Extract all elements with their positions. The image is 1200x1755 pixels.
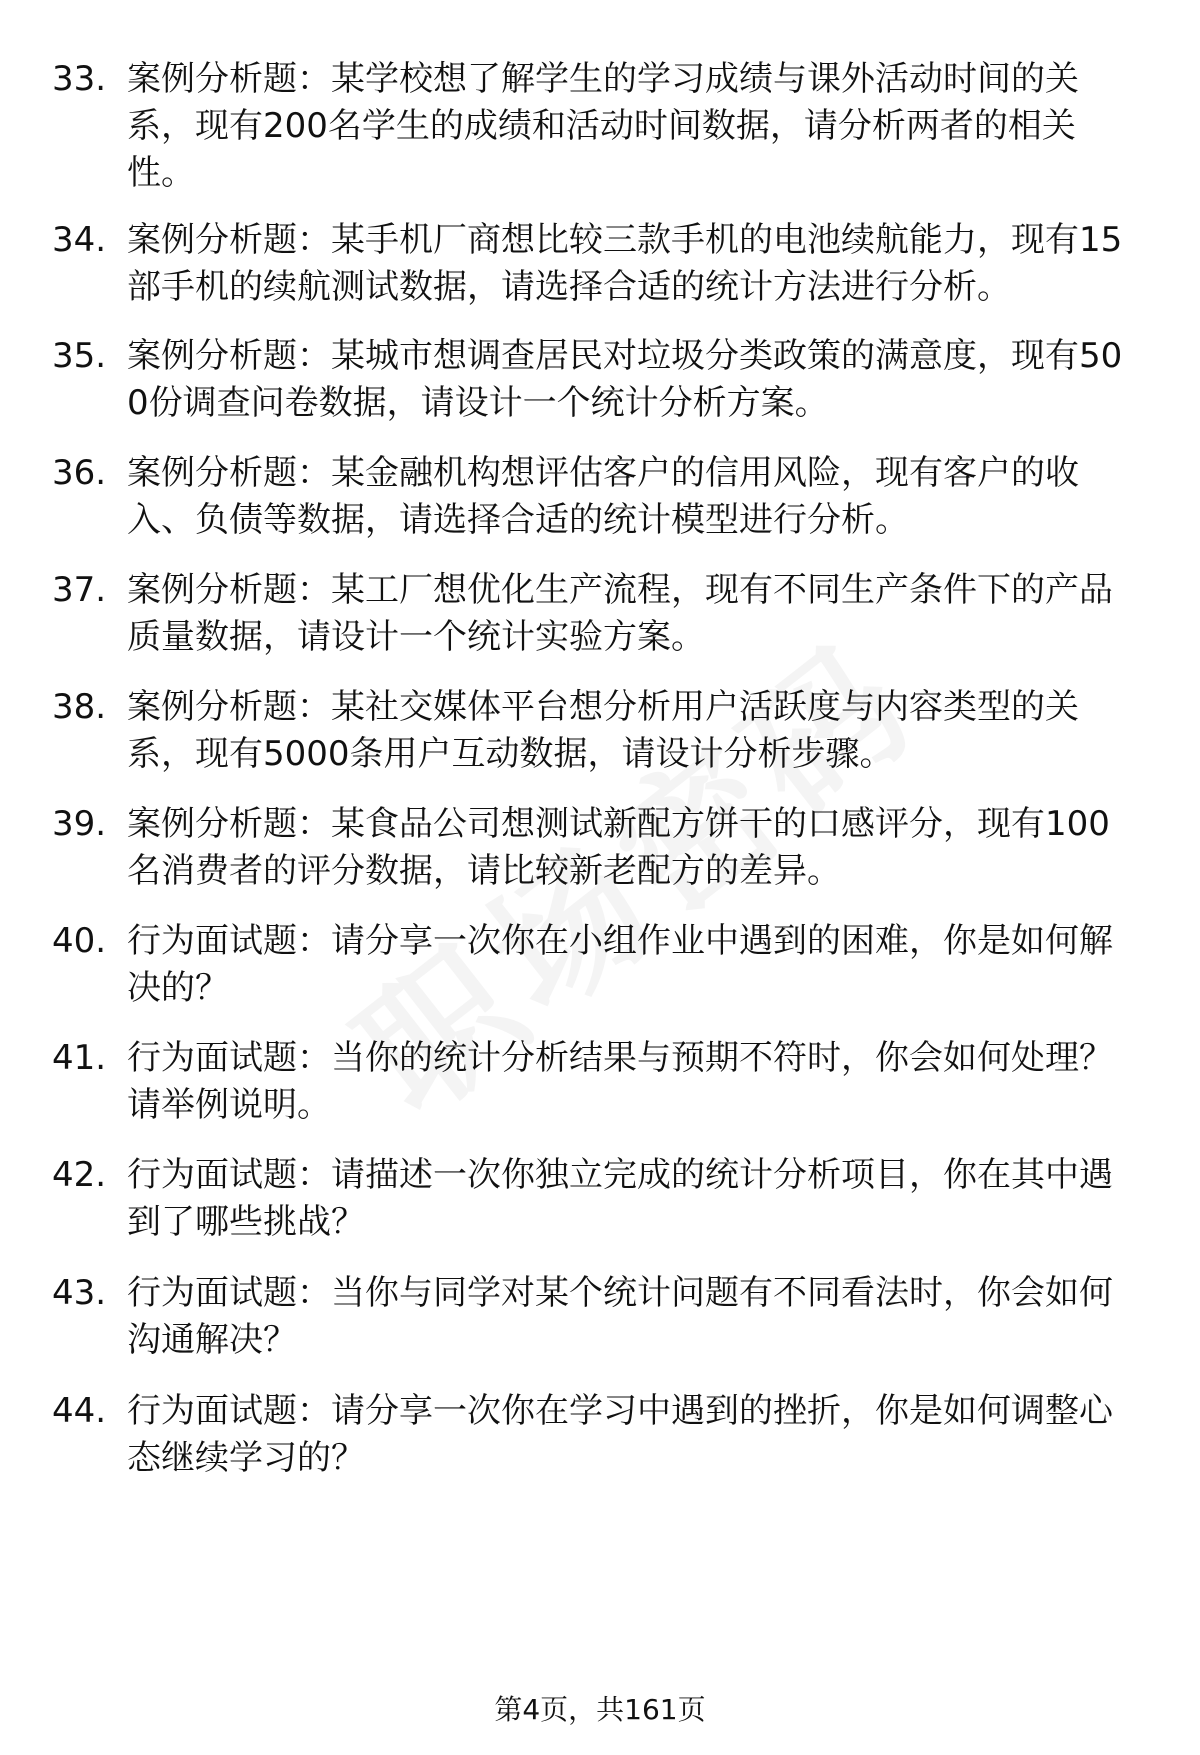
question-item [52,1152,1142,1246]
question-item [52,1035,1142,1129]
question-text: 案例分析题：某城市想调查居民对垃圾分类政策的满意度，现有500份调查问卷数据，请设计一个统计分析方案。 [127,336,1123,423]
question-number: 42. [52,1155,107,1195]
question-text: 案例分析题：某手机厂商想比较三款手机的电池续航能力，现有15部手机的续航测试数据，请选择合适的统计方法进行分析。 [127,220,1123,307]
question-text: 案例分析题：某工厂想优化生产流程，现有不同生产条件下的产品质量数据，请设计一个统计实验方案。 [127,570,1113,657]
question-number: 37. [52,570,107,610]
question-number: 39. [52,804,107,844]
question-number: 40. [52,921,107,961]
question-text: 案例分析题：某金融机构想评估客户的信用风险，现有客户的收入、负债等数据，请选择合适的统计模型进行分析。 [127,453,1079,540]
question-text: 案例分析题：某食品公司想测试新配方饼干的口感评分，现有100名消费者的评分数据，请比较新老配方的差异。 [127,804,1110,891]
question-number: 44. [52,1391,107,1431]
question-item [52,684,1142,778]
question-item [52,56,1142,197]
question-text: 案例分析题：某学校想了解学生的学习成绩与课外活动时间的关系，现有200名学生的成绩和活动时间数据，请分析两者的相关性。 [127,59,1079,193]
question-item [52,567,1142,661]
question-item [52,217,1142,311]
question-number: 36. [52,453,107,493]
question-text: 行为面试题：当你的统计分析结果与预期不符时，你会如何处理？请举例说明。 [127,1038,1113,1125]
question-number: 38. [52,687,107,727]
question-number: 43. [52,1273,107,1313]
question-text: 案例分析题：某社交媒体平台想分析用户活跃度与内容类型的关系，现有5000条用户互动数据，请设计分析步骤。 [127,687,1079,774]
question-number: 34. [52,220,107,260]
question-text: 行为面试题：请分享一次你在学习中遇到的挫折，你是如何调整心态继续学习的？ [127,1391,1113,1478]
question-item [52,801,1142,895]
question-number: 33. [52,59,107,99]
question-item [52,450,1142,544]
question-item [52,1270,1142,1364]
question-item [52,1388,1142,1482]
question-text: 行为面试题：请分享一次你在小组作业中遇到的困难，你是如何解决的？ [127,921,1113,1008]
question-text: 行为面试题：请描述一次你独立完成的统计分析项目，你在其中遇到了哪些挑战？ [127,1155,1113,1242]
question-item [52,333,1142,427]
question-item [52,918,1142,1012]
question-text: 行为面试题：当你与同学对某个统计问题有不同看法时，你会如何沟通解决？ [127,1273,1113,1360]
page-number-footer: 第4页，共161页 [494,1693,706,1726]
question-number: 35. [52,336,107,376]
question-number: 41. [52,1038,107,1078]
